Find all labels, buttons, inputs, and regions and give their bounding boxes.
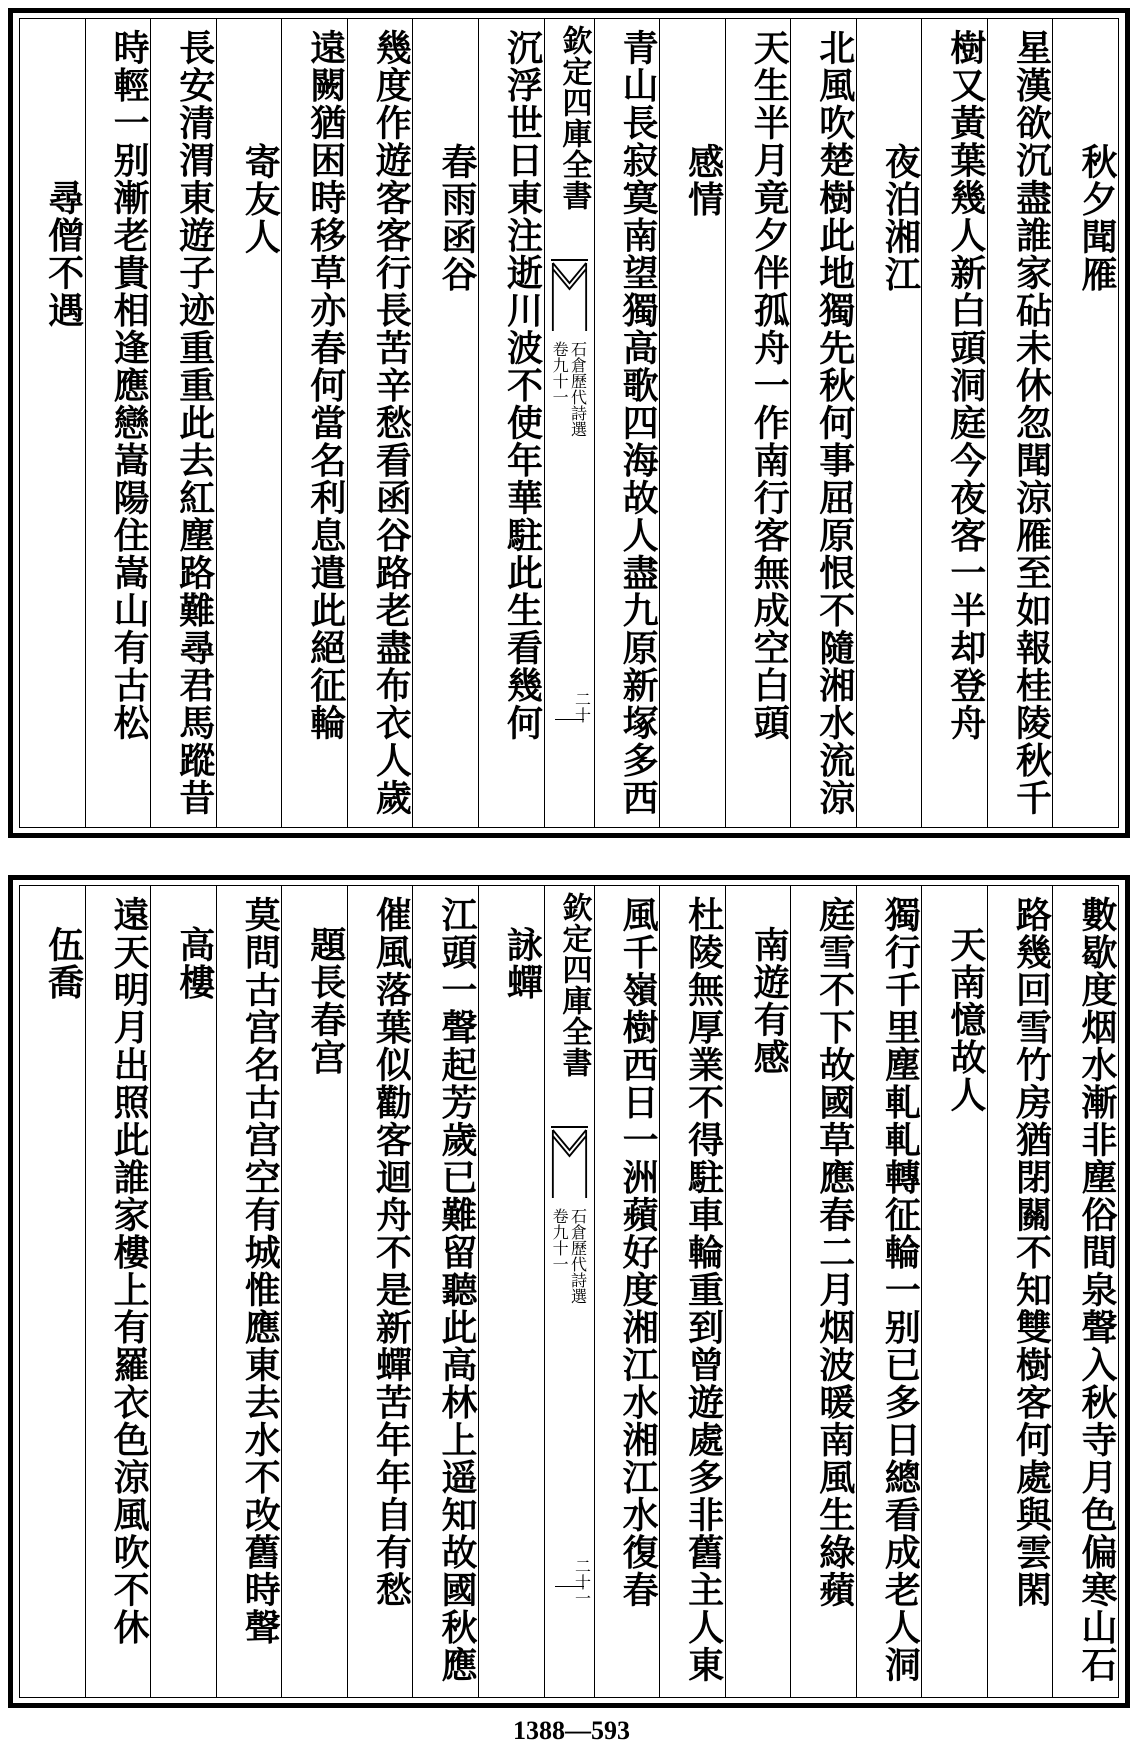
verse-column (594, 19, 660, 827)
poem-title: 感情 (682, 143, 725, 218)
verse-line: 樹又黃葉幾人新白頭洞庭今夜客一半却登舟 (944, 29, 987, 742)
verse-line: 風千嶺樹西日一洲蘋好度湘江水湘江水復春 (617, 896, 660, 1609)
verse-line: 時輕一别漸老貴相逢應戀嵩陽住嵩山有古松 (108, 29, 151, 742)
verse-line: 庭雪不下故國草應春二月烟波暖南風生綠蘋 (813, 896, 856, 1609)
book-title: 欽定四庫全書 (556, 892, 592, 1078)
verse-line: 路幾回雪竹房猶閉關不知雙樹客何處與雲閑 (1010, 896, 1053, 1609)
poem-title: 秋夕聞雁 (1076, 143, 1118, 293)
poem-title-column (20, 886, 85, 1697)
verse-line: 星漢欲沉盡誰家砧未休忽聞涼雁至如報桂陵秋千 (1010, 29, 1053, 817)
poem-title-column (1052, 19, 1118, 827)
poem-title: 寄友人 (239, 143, 282, 256)
verse-line: 莫問古宫名古宫空有城惟應東去水不改舊時聲 (239, 896, 282, 1646)
verse-column (412, 886, 478, 1697)
folio-number: 二十 (572, 691, 592, 723)
verse-line: 獨行千里塵軋軋轉征輪一别已多日總看成老人洞 (879, 896, 922, 1684)
poem-title-column (921, 886, 987, 1697)
poem-title: 夜泊湘江 (879, 143, 922, 293)
verse-column (790, 19, 856, 827)
center-fold-column (544, 886, 594, 1697)
poem-title-column (150, 886, 216, 1697)
poem-title-column (412, 19, 478, 827)
verse-column (921, 19, 987, 827)
verse-column (85, 886, 151, 1697)
fish-tail-ornament (551, 259, 588, 331)
poem-title: 天南憶故人 (944, 926, 987, 1114)
verse-column (659, 886, 725, 1697)
poem-title-column (856, 19, 922, 827)
verse-column (150, 19, 216, 827)
verse-line: 沉浮世日東注逝川波不使年華駐此生看幾何 (501, 29, 544, 742)
verse-line: 遠闕猶困時移草亦春何當名利息遣此絕征輪 (304, 29, 347, 742)
verse-column (85, 19, 151, 827)
poem-title-column (478, 886, 544, 1697)
poem-title: 春雨函谷 (435, 143, 478, 293)
verse-line: 杜陵無厚業不得駐車輪重到曾遊處多非舊主人東 (682, 896, 725, 1684)
verse-column (856, 886, 922, 1697)
volume-number: 卷九十一 (550, 341, 570, 405)
verse-line: 遠天明月出照此誰家樓上有羅衣色涼風吹不休 (108, 896, 151, 1646)
verse-column (216, 886, 282, 1697)
folio-number: 二十一 (572, 1558, 592, 1606)
upper-page-columns (19, 18, 1119, 828)
poem-title: 尋僧不遇 (42, 179, 85, 329)
anthology-title: 石倉歷代詩選 (568, 341, 588, 437)
poem-title-column (20, 19, 85, 827)
verse-line: 北風吹楚樹此地獨先秋何事屈原恨不隨湘水流涼 (813, 29, 856, 817)
verse-column (347, 19, 413, 827)
poem-title-column (216, 19, 282, 827)
verse-column (347, 886, 413, 1697)
verse-line: 天生半月竟夕伴孤舟一作南行客無成空白頭 (748, 29, 791, 742)
volume-number: 卷九十一 (550, 1208, 570, 1272)
lower-page-columns (19, 885, 1119, 1698)
verse-column (281, 19, 347, 827)
folio-rule (555, 719, 584, 720)
verse-column (1052, 886, 1118, 1697)
verse-column (987, 19, 1053, 827)
poem-title: 詠蟬 (501, 926, 544, 1001)
center-fold-column (544, 19, 594, 827)
poem-title: 南遊有感 (748, 926, 791, 1076)
verse-line: 青山長寂寞南望獨高歌四海故人盡九原新塚多西 (617, 29, 660, 817)
verse-column (478, 19, 544, 827)
verse-line: 數歇度烟水漸非塵俗間泉聲入秋寺月色偏寒山石 (1076, 896, 1118, 1684)
poem-title-column (281, 886, 347, 1697)
anthology-title: 石倉歷代詩選 (568, 1208, 588, 1304)
page-number: 1388—593 (513, 1716, 630, 1745)
book-title: 欽定四庫全書 (556, 25, 592, 211)
verse-column (594, 886, 660, 1697)
poem-title: 題長春宫 (304, 926, 347, 1076)
verse-line: 催風落葉似勸客迴舟不是新蟬苦年年自有愁 (370, 896, 413, 1609)
verse-line: 長安清渭東遊子迹重重此去紅塵路難尋君馬蹤昔 (173, 29, 216, 817)
upper-page-panel (8, 8, 1130, 838)
verse-line: 江頭一聲起芳歲已難留聽此高林上遥知故國秋應 (435, 896, 478, 1684)
fish-tail-ornament (551, 1126, 588, 1198)
poem-title: 高樓 (173, 926, 216, 1001)
poem-title: 伍喬 (42, 926, 85, 1001)
folio-rule (555, 1586, 584, 1587)
lower-page-panel (8, 875, 1130, 1708)
verse-line: 幾度作遊客客行長苦辛愁看函谷路老盡布衣人歲 (370, 29, 413, 817)
verse-column (987, 886, 1053, 1697)
verse-column (725, 19, 791, 827)
poem-title-column (659, 19, 725, 827)
poem-title-column (725, 886, 791, 1697)
verse-column (790, 886, 856, 1697)
